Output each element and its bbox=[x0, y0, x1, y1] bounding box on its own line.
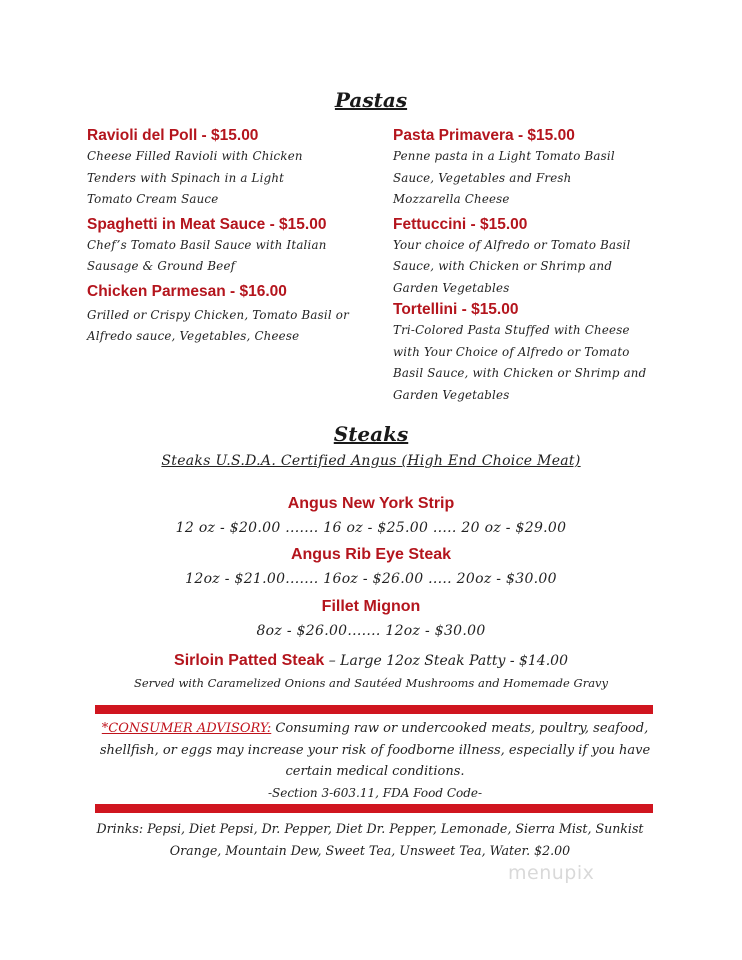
item-title: Tortellini - $15.00 bbox=[393, 301, 519, 318]
item-description: Chef’s Tomato Basil Sauce with Italian Sausage & Ground Beef bbox=[87, 237, 327, 273]
item-title: Pasta Primavera - $15.00 bbox=[393, 127, 575, 144]
sirloin-line bbox=[0, 650, 742, 670]
menu-item bbox=[87, 281, 387, 348]
item-title: Chicken Parmesan - $16.00 bbox=[87, 282, 287, 300]
item-title: Spaghetti in Meat Sauce - $15.00 bbox=[87, 215, 327, 233]
menu-item bbox=[393, 125, 693, 211]
item-title: Ravioli del Poll - $15.00 bbox=[87, 127, 259, 144]
steak-name-fillet-mignon: Fillet Mignon bbox=[321, 598, 421, 615]
steaks-subtitle: Steaks U.S.D.A. Certified Angus (High End Choice Meat) bbox=[161, 453, 581, 469]
sirloin-description: – Large 12oz Steak Patty - $14.00 bbox=[324, 653, 568, 669]
item-description: Grilled or Crispy Chicken, Tomato Basil or Alfredo sauce, Vegetables, Cheese bbox=[87, 307, 349, 343]
consumer-advisory bbox=[90, 718, 660, 804]
sirloin-name: Sirloin Patted Steak bbox=[174, 652, 325, 669]
item-description: Cheese Filled Ravioli with Chicken Tenders with Spinach in a Light Tomato Cream Sauce bbox=[87, 149, 303, 206]
menu-item bbox=[87, 214, 387, 278]
red-divider-bottom bbox=[95, 804, 653, 813]
watermark-logo: menupix bbox=[508, 862, 595, 884]
menu-item bbox=[393, 214, 693, 300]
menu-item bbox=[87, 125, 387, 211]
item-description: Tri-Colored Pasta Stuffed with Cheese with Your Choice of Alfredo or Tomato Basil Sauce, with Chicken or Shrimp and Garden Vegetables bbox=[393, 323, 647, 402]
advisory-citation: -Section 3-603.11, FDA Food Code- bbox=[267, 785, 483, 800]
pastas-right-column bbox=[393, 125, 693, 406]
steak-prices-fillet-mignon: 8oz - $26.00....... 12oz - $30.00 bbox=[256, 623, 486, 639]
red-divider-top bbox=[95, 705, 653, 714]
steak-prices-ny-strip: 12 oz - $20.00 ....... 16 oz - $25.00 ..... 20 oz - $29.00 bbox=[175, 520, 567, 536]
sirloin-note: Served with Caramelized Onions and Sautéed Mushrooms and Homemade Gravy bbox=[133, 676, 609, 690]
item-description: Penne pasta in a Light Tomato Basil Sauce, Vegetables and Fresh Mozzarella Cheese bbox=[393, 149, 615, 206]
item-description: Your choice of Alfredo or Tomato Basil Sauce, with Chicken or Shrimp and Garden Vegetables bbox=[393, 237, 631, 295]
item-title: Fettuccini - $15.00 bbox=[393, 215, 528, 233]
drinks-list: Drinks: Pepsi, Diet Pepsi, Dr. Pepper, Diet Dr. Pepper, Lemonade, Sierra Mist, Sunkist Orange, Mountain Dew, Sweet Tea, Unsweet Tea, Water. $2.00 bbox=[96, 821, 644, 858]
steak-name-rib-eye: Angus Rib Eye Steak bbox=[290, 546, 452, 563]
steaks-heading: Steaks bbox=[333, 422, 409, 446]
pastas-left-column bbox=[87, 125, 387, 348]
pastas-heading: Pastas bbox=[334, 88, 408, 112]
steak-name-ny-strip: Angus New York Strip bbox=[287, 495, 455, 512]
advisory-label: *CONSUMER ADVISORY: bbox=[101, 721, 272, 736]
steak-prices-rib-eye: 12oz - $21.00....... 16oz - $26.00 ..... 20oz - $30.00 bbox=[185, 571, 557, 587]
advisory-text: Consuming raw or undercooked meats, poultry, seafood, shellfish, or eggs may increase your risk of foodborne illness, especially if you have certain medical conditions. bbox=[99, 721, 651, 779]
menu-item bbox=[393, 299, 693, 406]
